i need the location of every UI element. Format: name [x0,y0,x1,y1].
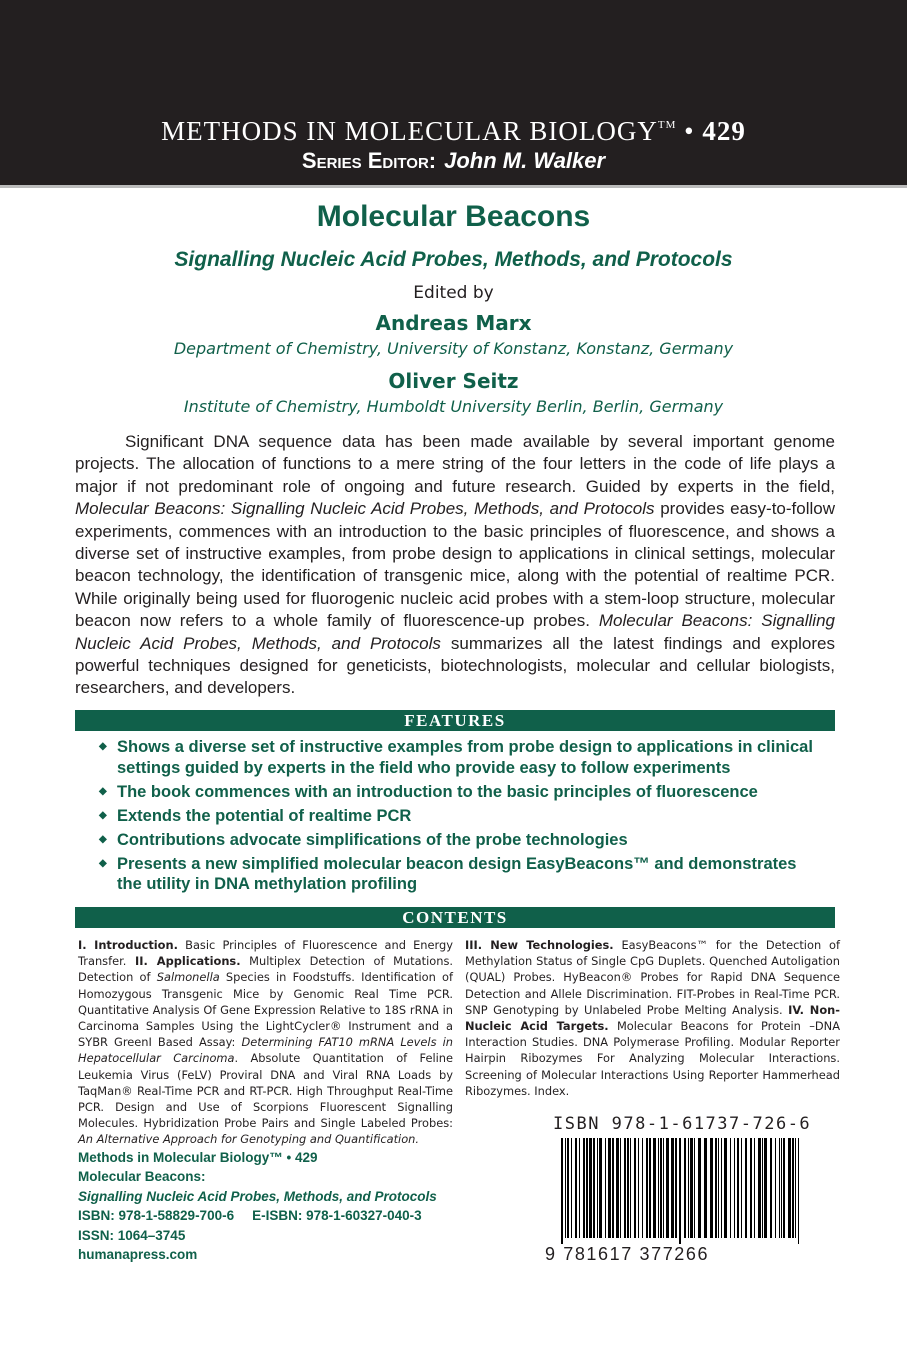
info-eisbn: E-ISBN: 978-1-60327-040-3 [252,1208,422,1224]
barcode-bar [754,1138,755,1238]
feature-item [99,737,817,778]
barcode-bar [579,1138,580,1238]
text: Salmonella [156,970,220,985]
series-title [0,116,907,147]
barcode-icon [545,1138,807,1244]
series-editor [0,148,907,174]
part-heading: III. New Technologies. [465,938,614,952]
barcode-bar [718,1138,719,1238]
barcode-bar [690,1138,693,1238]
text: Multiplex Detection of Mutations. Detection of [78,954,454,985]
series-editor-name: John M. Walker [444,148,606,173]
barcode-bar [666,1138,669,1238]
part-heading: II. Applications. [135,954,241,969]
description [75,431,835,700]
feature-text: Extends the potential of realtime PCR [117,806,412,825]
barcode-bar [724,1138,727,1238]
barcode-bar [792,1138,794,1238]
barcode-bar [721,1138,722,1238]
barcode-bar [684,1138,686,1238]
editor-affiliation: Institute of Chemistry, Humboldt University Berlin, Berlin, Germany [183,397,724,416]
barcode-bar [634,1138,636,1238]
barcode-bar [627,1138,629,1238]
diamond-bullet-icon: ◆ [99,857,107,869]
barcode-bar [783,1138,785,1238]
barcode-bar [675,1138,677,1238]
barcode-bar [795,1138,796,1238]
feature-text: Shows a diverse set of instructive examples from probe design to applications in clinical settings guided by experts in the field who provide easy to follow experiments [117,738,813,777]
feature-text: Presents a new simplified molecular beacon design EasyBeacons™ and demonstrates the utility in DNA methylation profiling [117,854,797,893]
features-list [99,737,817,898]
feature-item [99,854,817,895]
info-subtitle: Signalling Nucleic Acid Probes, Methods, and Protocols [78,1188,437,1204]
barcode-bar [586,1138,588,1238]
barcode-bar [593,1138,595,1238]
editor-name: Oliver Seitz [388,369,519,393]
barcode-bar [565,1138,566,1238]
barcode-bar [671,1138,674,1238]
barcode-bar [583,1138,585,1238]
barcode-bar [658,1138,659,1238]
editor-name: Andreas Marx [375,311,532,335]
diamond-bullet-icon: ◆ [99,741,107,752]
book-title: Molecular Beacons [316,200,591,233]
diamond-bullet-icon: ◆ [99,809,107,821]
barcode-bar [589,1138,592,1238]
barcode-bar [770,1138,772,1238]
info-issn: ISSN: 1064–3745 [78,1227,186,1243]
part-heading: IV. Non-Nucleic Acid Targets. [465,1002,840,1034]
bullet: • [684,116,695,146]
barcode-bar [624,1138,626,1238]
info-isbn: ISBN: 978-1-58829-700-6 [78,1208,235,1224]
text: Molecular Beacons: Signalling Nucleic Acid Probes, Methods, and Protocols [75,611,835,653]
barcode-isbn: ISBN 978-1-61737-726-6 [553,1114,812,1134]
feature-item [99,782,817,803]
text: Molecular Beacons: Signalling Nucleic Acid Probes, Methods, and Protocols [75,499,655,519]
barcode-bar [646,1138,648,1238]
barcode-bar [781,1138,782,1238]
features-heading: FEATURES [75,710,835,731]
text: Basic Principles of Fluorescence and Energy Transfer. [78,938,453,969]
barcode-bar [750,1138,752,1238]
contents-column-left [78,937,453,1148]
text: Determining FAT10 mRNA Levels in Hepatocellular Carcinoma [78,1035,453,1066]
text: Molecular Beacons for Protein –DNA Interaction Studies. DNA Polymerase Profiling. Modular Reporter Hairpin Ribozymes For Analyzing Molecular Interactions. Screening of Molecular Interactions Using Reporter Hammerhead Ribozymes. Index. [465,1019,840,1098]
text: Species in Foodstuffs. Identification of Homozygous Transgenic Mice by Genomic Real Time PCR. Quantitative Analysis Of Gene Expression Relative to 18S rRNA in Carcinoma Samples Using the LightCycler® Instrument and a SYBR GreenI Based Assay: [78,970,453,1050]
barcode-bar [730,1138,731,1238]
barcode-bar [710,1138,713,1238]
series-editor-label: Series Editor: [301,148,437,173]
barcode-bar [567,1138,569,1238]
book-subtitle: Signalling Nucleic Acid Probes, Methods, and Protocols [174,248,733,271]
series-name: METHODS IN MOLECULAR BIOLOGY [161,116,658,146]
barcode-bar [616,1138,619,1238]
barcode-bar [788,1138,791,1238]
text: An Alternative Approach for Genotyping and Quantification. [78,1132,420,1147]
info-title: Molecular Beacons: [78,1169,206,1185]
barcode-bar [597,1138,598,1238]
barcode-bar [715,1138,717,1238]
barcode-bar [679,1138,681,1244]
barcode-bar [649,1138,651,1238]
barcode-bar [599,1138,602,1238]
feature-item [99,830,817,851]
volume-number: 429 [702,116,746,146]
feature-item [99,806,817,827]
barcode-bar [698,1138,701,1238]
barcode-bar [642,1138,643,1238]
feature-text: Contributions advocate simplifications of the probe technologies [117,830,628,849]
contents-column-right [465,937,840,1099]
series-header-band [0,0,907,188]
text: . Absolute Quantitation of Feline Leukemia Virus (FeLV) Proviral DNA and Viral RNA Loads by TaqMan® Real-Time PCR and RT-PCR. High Throughput Real-Time PCR. Design and Use of Scorpions Fluorescent Signalling Molecules. Hybridization Probe Pairs and Single Labeled Probes: [78,1051,454,1131]
text: EasyBeacons™ for the Detection of Methylation Status of Single CpG Duplets. Quenched Autoligation (QUAL) Probes. HyBeacon® Probes for Rapid DNA Sequence Detection and Allele Discrimination. FIT-Probes in Real-Time PCR. SNP Genotyping by Unlabeled Probe Melting Analysis. [465,938,840,1017]
barcode-bar [608,1138,611,1238]
barcode-bar [779,1138,780,1238]
barcode-bar [758,1138,761,1238]
feature-text: The book commences with an introduction to the basic principles of fluorescence [117,782,758,801]
barcode-bar [663,1138,664,1238]
barcode-bar [741,1138,742,1238]
barcode-bar [638,1138,639,1238]
barcode-bar [745,1138,747,1238]
barcode-bar [737,1138,739,1238]
barcode-bar [734,1138,735,1238]
text: provides easy-to-follow experiments, commences with an introduction to the basic principles of fluorescence, and shows a diverse set of instructive examples, from probe design to applications in clinical settings, molecular beacon technology, the identification of transgenic mice, along with the potential of realtime PCR. While originally being used for fluorogenic nucleic acid probes with a stem-loop structure, molecular beacon now refers to a whole family of fluorescence-up probes. [75,499,836,631]
book-info [78,1148,437,1264]
text: summarizes all the latest findings and explores powerful techniques designed for geneticists, biotechnologists, molecular and cellular biologists, researchers, and developers. [75,633,835,698]
part-heading: I. Introduction. [78,938,178,952]
barcode-bar [762,1138,763,1238]
barcode-bar [571,1138,572,1238]
barcode-bar [575,1138,577,1238]
diamond-bullet-icon: ◆ [99,833,107,845]
barcode-bar [704,1138,707,1238]
barcode-bar [653,1138,656,1238]
contents-heading: CONTENTS [75,907,835,928]
editor-affiliation: Department of Chemistry, University of Konstanz, Konstanz, Germany [173,339,734,358]
barcode-bar [694,1138,695,1238]
barcode-bar [660,1138,662,1238]
barcode-bar [620,1138,621,1238]
trademark: TM [657,119,677,131]
text: Significant DNA sequence data has been made available by several important genome projects. The allocation of functions to a mere string of the four letters in the code of life plays a major if not predominant role of ongoing and future research. Guided by experts in the field, [75,432,835,496]
barcode-bar [688,1138,689,1238]
barcode-bar [764,1138,767,1238]
edited-by: Edited by [413,283,494,303]
diamond-bullet-icon: ◆ [99,785,107,797]
barcode-bar [612,1138,614,1238]
barcode-bar [561,1138,563,1244]
publisher-link[interactable]: humanapress.com [78,1247,198,1263]
barcode-bar [630,1138,631,1238]
barcode-bar [605,1138,606,1238]
barcode-bar [798,1138,799,1244]
info-series: Methods in Molecular Biology™ • 429 [78,1150,318,1165]
barcode-bar [775,1138,776,1238]
barcode-digits: 9 781617 377266 [545,1244,710,1264]
